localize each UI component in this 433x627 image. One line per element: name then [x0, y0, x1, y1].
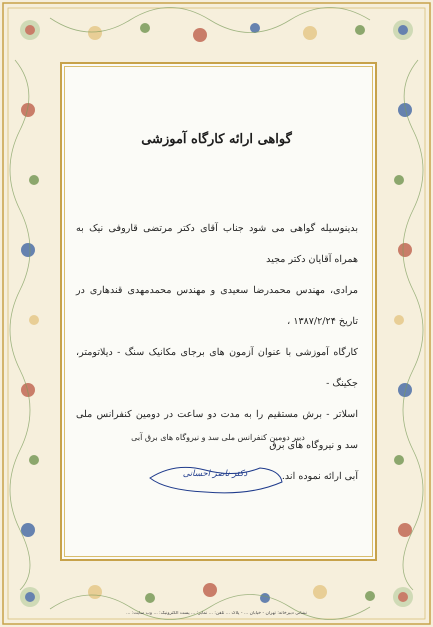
paragraph-line-1: بدینوسیله گواهی می شود جناب آقای دکتر مرتضی قاروفی نیک به همراه آقایان دکتر مجید — [76, 223, 358, 265]
signature-name: دکتر ناصر احسانی — [182, 469, 248, 479]
certificate-title: گواهی ارائه کارگاه آموزشی — [141, 132, 292, 147]
footer-address: نشانی دبیرخانه: تهران - خیابان ... - پلاک ... تلفن: ... نمابر: ... پست الکترونیک: ... وب سایت: ... — [126, 611, 307, 616]
signature-title: دبیر دومین کنفرانس ملی سد و نیروگاه های برق آبی — [131, 433, 305, 442]
certificate-body — [76, 213, 358, 492]
paragraph-line-5: آبی ارائه نموده اند. — [281, 471, 358, 482]
paragraph-line-2: مرادی، مهندس محمدرضا سعیدی و مهندس محمدمهدی قندهاری در تاریخ ۱۳۸۷/۲/۲۴ ، — [76, 285, 358, 327]
paragraph-line-3: کارگاه آموزشی با عنوان آزمون های برجای مکانیک سنگ - دیلاتومتر، جکینگ - — [76, 347, 358, 389]
paragraph-line-4: اسلاتر - برش مستقیم را به مدت دو ساعت در دومین کنفرانس ملی سد و نیروگاه های برق — [76, 409, 358, 451]
